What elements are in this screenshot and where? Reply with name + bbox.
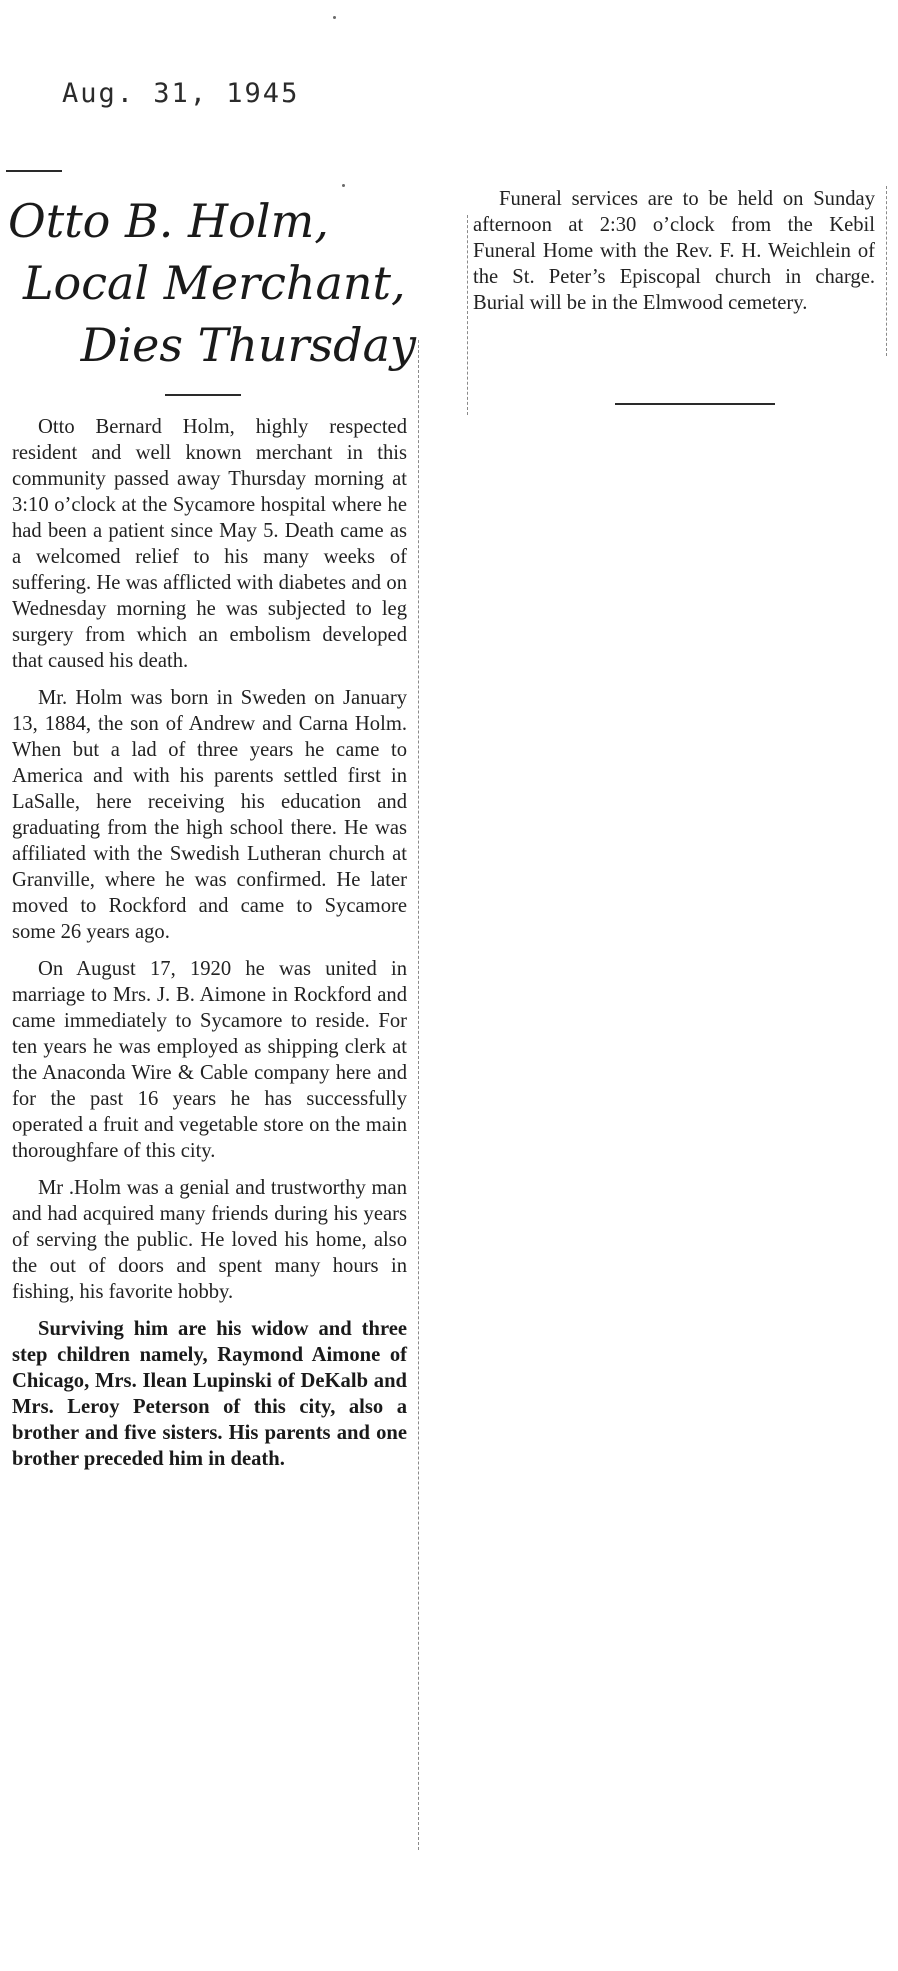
article-column-left xyxy=(12,414,407,1483)
headline-line-2: Local Merchant, xyxy=(23,256,406,310)
column-separator-left xyxy=(418,340,419,1850)
headline-line-1: Otto B. Holm, xyxy=(8,194,329,248)
clipping-date: Aug. 31, 1945 xyxy=(62,78,300,109)
paragraph-survivors: Surviving him are his widow and three step children namely, Raymond Aimone of Chicago, Mrs. Ilean Lupinski of DeKalb and Mrs. Leroy Peterson of this city, also a brother and five sisters. His parents and one brother preceded him in death. xyxy=(12,1318,407,1470)
headline xyxy=(8,190,416,376)
headline-rule xyxy=(165,394,241,396)
paragraph-marriage-career: On August 17, 1920 he was united in marriage to Mrs. J. B. Aimone in Rockford and came immediately to Sycamore to reside. For ten years he was employed as shipping clerk at the Anaconda Wire & Cable company here and for the past 16 years he has successfully operated a fruit and vegetable store on the main thoroughfare of this city. xyxy=(12,958,407,1162)
scan-speck xyxy=(342,184,345,187)
paragraph-death-notice: Otto Bernard Holm, highly respected resident and well known merchant in this community passed away Thursday morning at 3:10 o’clock at the Sycamore hospital where he had been a patient since May 5. Death came as a welcomed relief to his many weeks of suffering. He was afflicted with diabetes and on Wednesday morning he was subjected to leg surgery from which an embolism developed that caused his death. xyxy=(12,416,407,672)
paragraph-character: Mr .Holm was a genial and trustworthy man and had acquired many friends during his years of serving the public. He loved his home, also the out of doors and spent many hours in fishing, his favorite hobby. xyxy=(12,1177,407,1303)
column-separator-middle xyxy=(467,215,468,415)
article-column-right xyxy=(473,186,875,327)
top-rule xyxy=(6,170,62,172)
end-rule xyxy=(615,403,775,405)
paragraph-funeral-services: Funeral services are to be held on Sunday afternoon at 2:30 o’clock from the Kebil Funeral Home with the Rev. F. H. Weichlein of the St. Peter’s Episcopal church in charge. Burial will be in the Elmwood cemetery. xyxy=(473,188,875,314)
headline-line-3: Dies Thursday xyxy=(80,318,416,372)
column-separator-right xyxy=(886,186,887,356)
scan-speck xyxy=(333,16,336,19)
paragraph-early-life: Mr. Holm was born in Sweden on January 13, 1884, the son of Andrew and Carna Holm. When but a lad of three years he came to America and with his parents settled first in LaSalle, here receiving his education and graduating from the high school there. He was affiliated with the Swedish Lutheran church at Granville, where he was confirmed. He later moved to Rockford and came to Sycamore some 26 years ago. xyxy=(12,687,407,943)
